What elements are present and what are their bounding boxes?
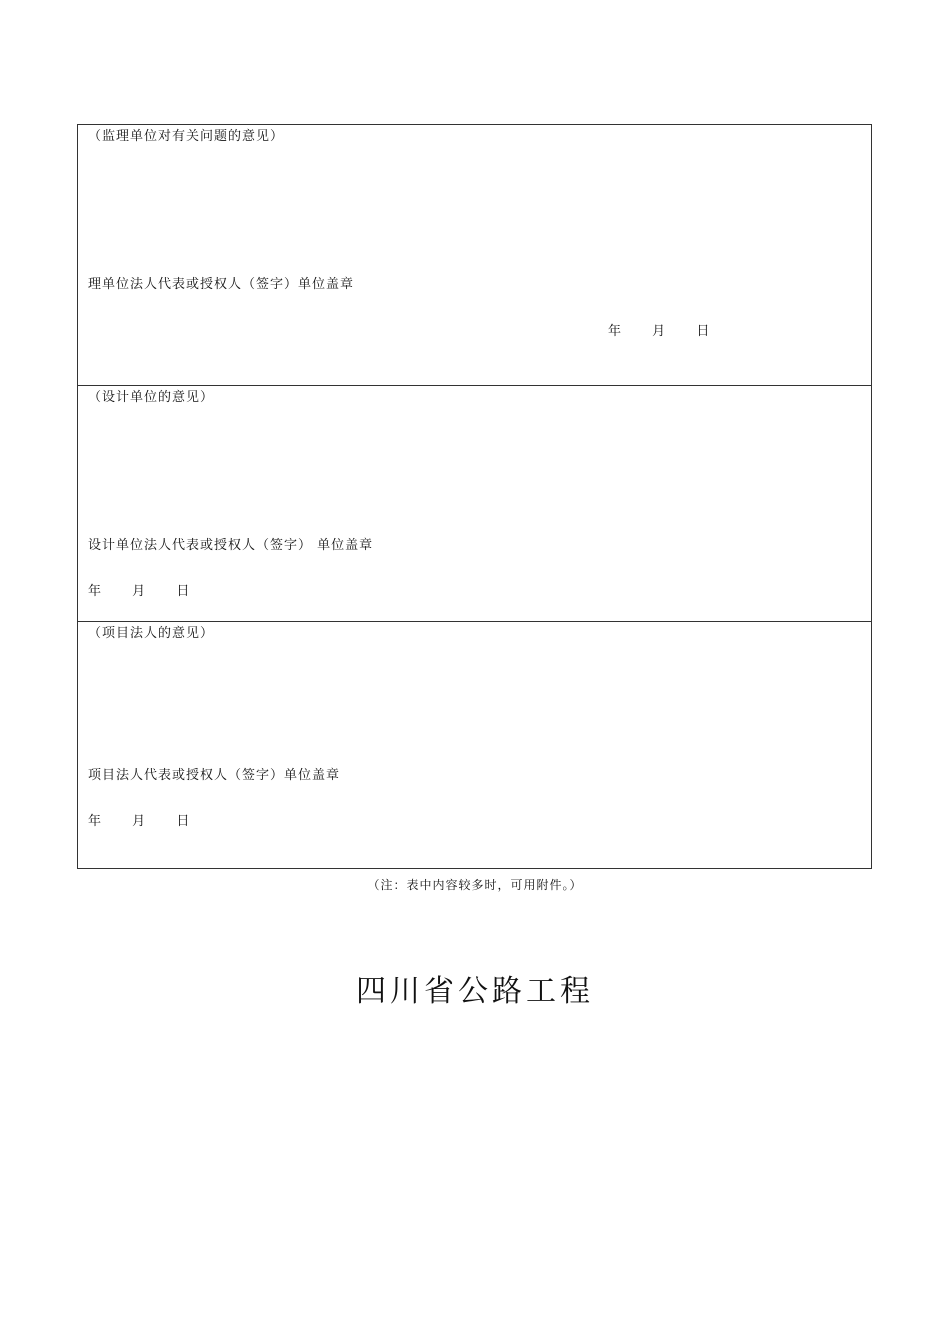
design-signature-line: 设计单位法人代表或授权人（签字） 单位盖章 — [88, 538, 374, 553]
date-day-label: 日 — [176, 814, 190, 829]
supervision-signature-line: 理单位法人代表或授权人（签字）单位盖章 — [88, 277, 355, 292]
supervision-opinion-title: （监理单位对有关问题的意见） — [88, 129, 285, 144]
design-opinion-title: （设计单位的意见） — [88, 390, 215, 405]
design-date-line — [88, 580, 189, 599]
document-heading: 四川省公路工程 — [356, 974, 594, 1009]
date-day-label: 日 — [176, 584, 190, 599]
opinion-form-table — [77, 124, 872, 869]
supervision-opinion-section — [78, 125, 871, 385]
date-month-label: 月 — [132, 814, 146, 829]
table-note: （注：表中内容较多时，可用附件。） — [367, 878, 583, 892]
date-day-label: 日 — [696, 324, 710, 339]
supervision-date-line — [608, 320, 709, 339]
date-year-label: 年 — [88, 584, 102, 599]
date-year-label: 年 — [88, 814, 102, 829]
owner-opinion-title: （项目法人的意见） — [88, 626, 215, 641]
date-month-label: 月 — [652, 324, 666, 339]
owner-signature-line: 项目法人代表或授权人（签字）单位盖章 — [88, 768, 341, 783]
date-year-label: 年 — [608, 324, 622, 339]
owner-date-line — [88, 810, 189, 829]
owner-opinion-section — [78, 621, 871, 868]
date-month-label: 月 — [132, 584, 146, 599]
design-opinion-section — [78, 385, 871, 621]
